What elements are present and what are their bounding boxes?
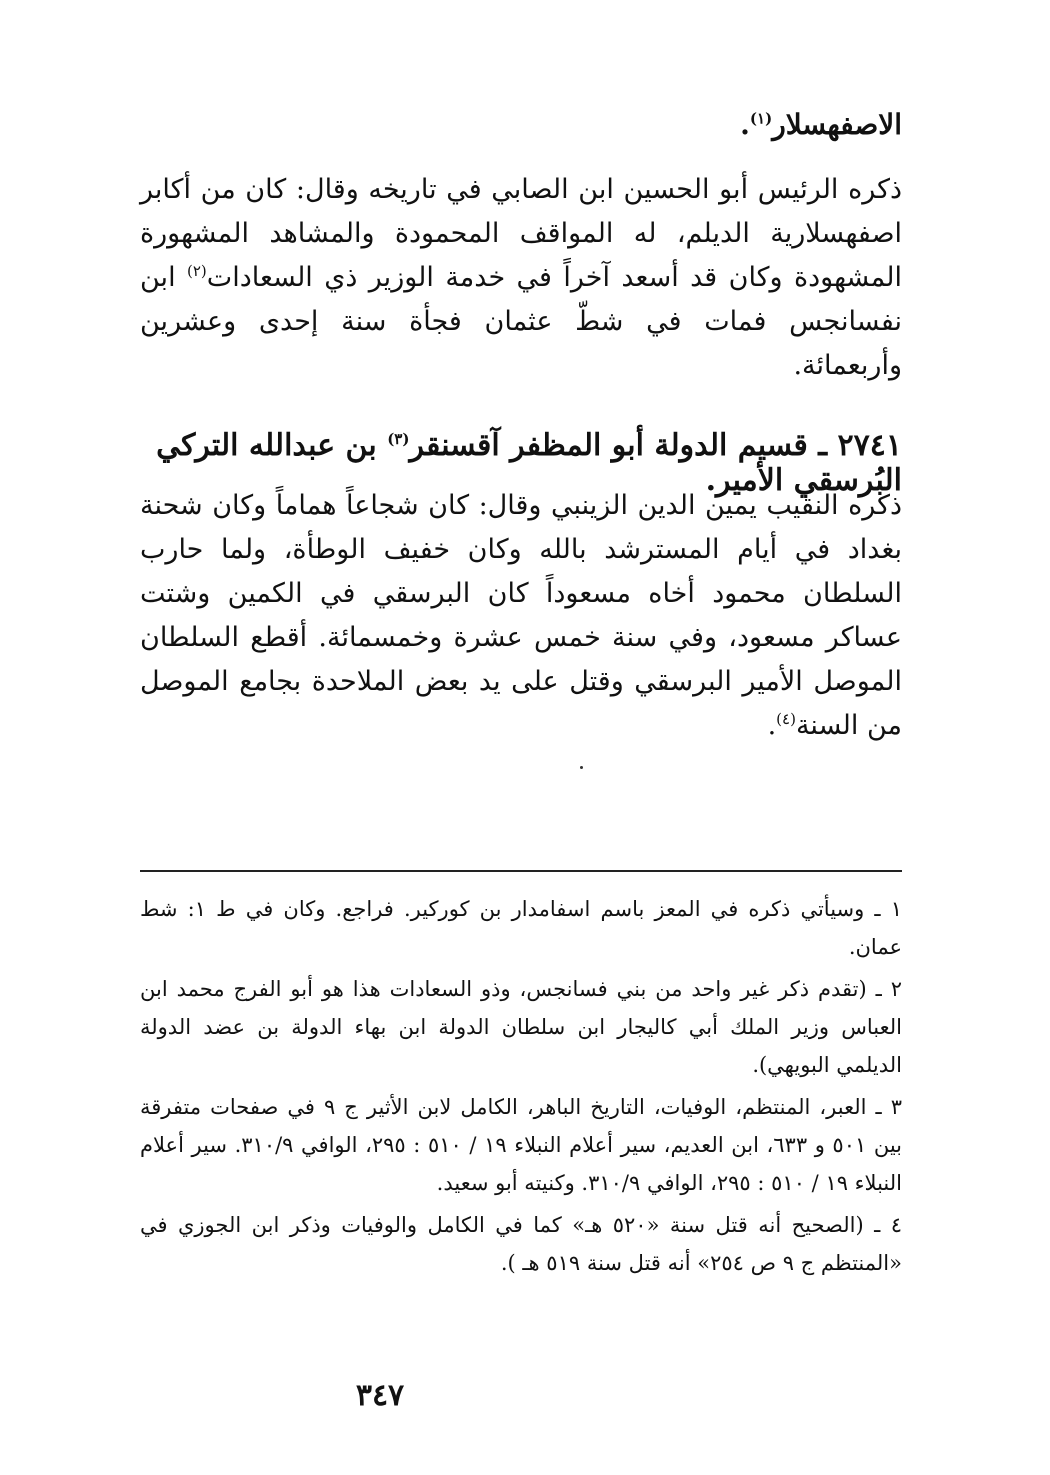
entry-paragraph-1: ذكره الرئيس أبو الحسين ابن الصابي في تاريخه وقال: كان من أكابر اصفهسلارية الديلم، له المواقف المحمودة والمشاهد المشهورة المشهودة وكان قد أسعد آخراً في خدمة الوزير ذي السعادات$^{(٢)}$ ابن نفسانجس فمات في شطّ عثمان فجأة سنة إحدى وعشرين وأربعمائة.	[140, 174, 902, 381]
entry-paragraph-2: ذكره النقيب يمين الدين الزينبي وقال: كان شجاعاً هماماً وكان شحنة بغداد في أيام المسترشد بالله وكان خفيف الوطأة، ولما حارب السلطان محمود أخاه مسعوداً كان البرسقي في الكمين وشتت عساكر مسعود، وفي سنة خمس عشرة وخمسمائة. أقطع السلطان الموصل الأمير البرسقي وقتل على يد بعض الملاحدة بجامع الموصل من السنة$^{(٤)}$.	[140, 490, 902, 741]
footnotes	[140, 890, 902, 1286]
intro-heading: الاصفهسلار$^{(١)}$.	[740, 108, 902, 141]
footnote-divider	[140, 870, 902, 872]
footnote-3: ٣ ـ العبر، المنتظم، الوفيات، التاريخ الباهر، الكامل لابن الأثير ج ٩ في صفحات متفرقة بين ٥٠١ و ٦٣٣، ابن العديم، سير أعلام النبلاء ١٩ / ٥١٠ : ٢٩٥، الوافي ٣١٠/٩. سير أعلام النبلاء ١٩ / ٥١٠ : ٢٩٥، الوافي ٣١٠/٩. وكنيته أبو سعيد.	[140, 1095, 903, 1195]
stray-dot	[580, 766, 583, 769]
footnote-1: ١ ـ وسيأتي ذكره في المعز باسم اسفامدار بن كوركير. فراجع. وكان في ط ١: شط عمان.	[140, 897, 902, 959]
footnote-ref-1[interactable]: (١)	[749, 109, 773, 128]
footnote-2: ٢ ـ (تقدم ذكر غير واحد من بني فسانجس، وذو السعادات هذا هو أبو الفرج محمد ابن العباس وزير الملك أبي كاليجار ابن سلطان الدولة ابن بهاء الدولة بن عضد الدولة الديلمي البويهي).	[140, 977, 902, 1077]
footnote-4: ٤ ـ (الصحيح أنه قتل سنة «٥٢٠ هـ» كما في الكامل والوفيات وذكر ابن الجوزي في «المنتظم ج ٩ ص ٢٥٤» أنه قتل سنة ٥١٩ هـ ).	[140, 1213, 902, 1275]
footnote-ref-4[interactable]: (٤)	[776, 710, 796, 728]
entry-title-2741: ٢٧٤١ ـ قسيم الدولة أبو المظفر آقسنقر$^{(٣)}$ بن عبدالله التركي البُرسقي الأمير.	[156, 428, 902, 498]
footnote-ref-2[interactable]: (٢)	[187, 262, 207, 280]
page-number: ٣٤٧	[355, 1378, 405, 1413]
footnote-ref-3[interactable]: (٣)	[387, 430, 410, 448]
